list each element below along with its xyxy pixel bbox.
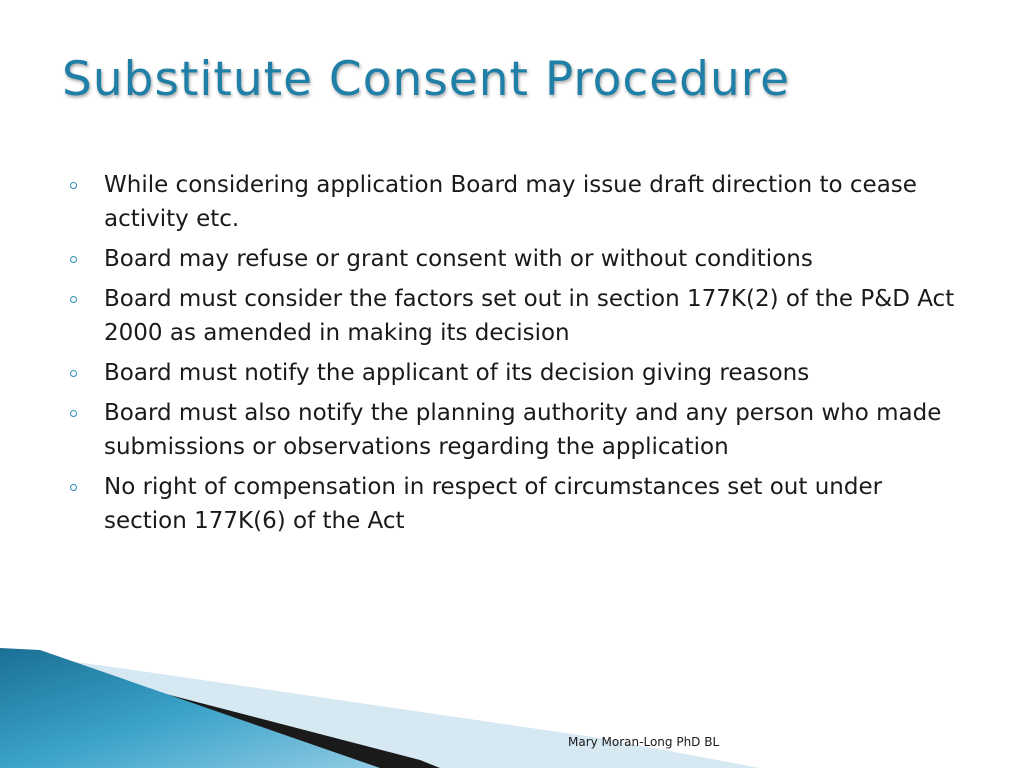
circle-bullet-icon	[70, 370, 77, 377]
circle-bullet-icon	[70, 182, 77, 189]
circle-bullet-icon	[70, 296, 77, 303]
bullet-item	[70, 282, 970, 350]
bullet-item	[70, 168, 970, 236]
bullet-item	[70, 356, 970, 390]
bullet-text: Board must notify the applicant of its decision giving reasons	[104, 360, 810, 386]
bullet-text: Board may refuse or grant consent with or without conditions	[104, 246, 813, 272]
bullet-item	[70, 470, 970, 538]
bullet-text: No right of compensation in respect of circumstances set out under section 177K(6) of the Act	[104, 474, 883, 534]
circle-bullet-icon	[70, 256, 77, 263]
bullet-text: Board must consider the factors set out in section 177K(2) of the P&D Act 2000 as amended in making its decision	[104, 286, 955, 346]
bullet-item	[70, 242, 970, 276]
bullet-item	[70, 396, 970, 464]
bullet-text: While considering application Board may issue draft direction to cease activity etc.	[104, 172, 917, 232]
circle-bullet-icon	[70, 410, 77, 417]
bullet-text: Board must also notify the planning authority and any person who made submissions or observations regarding the application	[104, 400, 942, 460]
footer-author: Mary Moran-Long PhD BL	[568, 735, 720, 749]
circle-bullet-icon	[70, 484, 77, 491]
bullet-list	[70, 168, 970, 544]
slide-title: Substitute Consent Procedure	[62, 52, 790, 107]
